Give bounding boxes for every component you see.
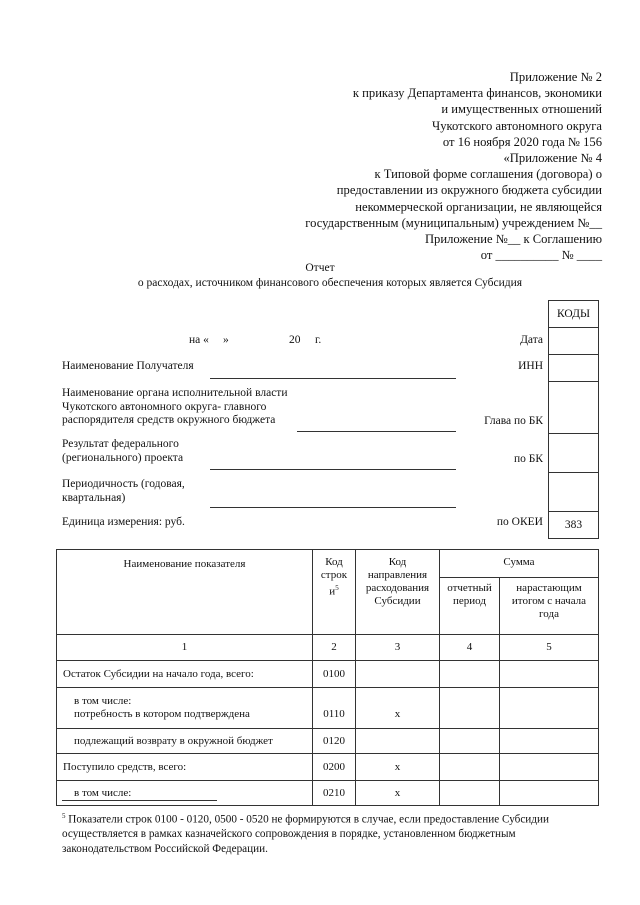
- header-line: от __________ № ____: [480, 248, 602, 263]
- periodicity-field[interactable]: [210, 507, 456, 508]
- row-cumulative-value[interactable]: [500, 781, 599, 806]
- table-row: [57, 754, 599, 781]
- header-cumulative: нарастающим итогом с начала года: [500, 578, 599, 635]
- code-okei-cell: 383: [549, 512, 599, 539]
- project-label: Результат федерального (регионального) проекта: [62, 438, 184, 464]
- row-period-value[interactable]: [440, 729, 500, 754]
- authority-label: Наименование органа исполнительной власти Чукотского автономного округа- главного распорядителя средств окружного бюджета: [62, 387, 288, 426]
- appendix-header: [305, 69, 602, 263]
- date-year: 20: [289, 334, 301, 346]
- row-direction: х: [356, 688, 440, 729]
- row-code: 0100: [313, 661, 356, 688]
- col-num: 4: [440, 635, 500, 661]
- row-cumulative-value[interactable]: [500, 754, 599, 781]
- header-line: от 16 ноября 2020 года № 156: [442, 134, 602, 149]
- footnote-mark: 5: [62, 812, 66, 820]
- header-line: и имущественных отношений: [441, 102, 602, 117]
- periodicity-label: Периодичность (годовая, квартальная): [62, 478, 185, 504]
- col-num: 3: [356, 635, 440, 661]
- report-subtitle: о расходах, источником финансового обеспечения которых является Субсидия: [137, 277, 523, 289]
- date-prefix: на «: [189, 334, 209, 346]
- row-period-value[interactable]: [440, 661, 500, 688]
- row-period-value[interactable]: [440, 781, 500, 806]
- recipient-label: Наименование Получателя: [62, 360, 194, 372]
- header-code: Код строк $и^5$: [313, 550, 356, 635]
- table-row: [57, 781, 599, 806]
- table-row: [57, 688, 599, 729]
- header-name: Наименование показателя: [57, 550, 313, 635]
- header-line: Чукотского автономного округа: [432, 118, 602, 133]
- header-line: Приложение №__ к Соглашению: [424, 232, 602, 247]
- header-sum: Сумма: [440, 550, 599, 578]
- recipient-field[interactable]: [210, 378, 456, 379]
- row-name: в том числе:: [57, 781, 313, 806]
- col-num: 1: [57, 635, 313, 661]
- table-row: [57, 729, 599, 754]
- row-cumulative-value[interactable]: [500, 688, 599, 729]
- header-line: «Приложение № 4: [503, 151, 602, 166]
- row-code: 0120: [313, 729, 356, 754]
- header-line: Приложение № 2: [509, 70, 602, 84]
- header-period: отчетный период: [440, 578, 500, 635]
- row-code: 0210: [313, 781, 356, 806]
- expense-table: [56, 549, 599, 806]
- col-num: 5: [500, 635, 599, 661]
- header-line: государственным (муниципальным) учреждением №__: [305, 215, 602, 230]
- unit-label: Единица измерения: руб.: [62, 516, 185, 528]
- date-mid: »: [223, 334, 229, 346]
- row-direction: [356, 661, 440, 688]
- footnote: $^5$ Показатели строк 0100 - 0120, 0500 - 0520 не формируются в случае, если предоставление Субсидии осуществляется в рамках казначейского сопровождения в порядке, установленном бюджетным законодательством Российской Федерации.: [62, 812, 549, 855]
- code-period-cell: [549, 473, 599, 512]
- code-bk-cell: [549, 434, 599, 473]
- table-row: [57, 661, 599, 688]
- code-glava-cell: [549, 382, 599, 434]
- row-name: Поступило средств, всего:: [57, 754, 313, 781]
- row-code: 0200: [313, 754, 356, 781]
- header-line: предоставлении из окружного бюджета субсидии: [336, 183, 602, 198]
- row-period-value[interactable]: [440, 688, 500, 729]
- row-direction: х: [356, 754, 440, 781]
- row-code: 0110: [313, 688, 356, 729]
- row-name: Остаток Субсидии на начало года, всего:: [57, 661, 313, 688]
- code-date-cell: [549, 328, 599, 355]
- header-line: к Типовой форме соглашения (договора) о: [374, 167, 602, 182]
- row-direction: [356, 729, 440, 754]
- inn-label: ИНН: [518, 360, 543, 372]
- header-line: к приказу Департамента финансов, экономики: [352, 86, 602, 101]
- project-field[interactable]: [210, 469, 456, 470]
- row-cumulative-value[interactable]: [500, 661, 599, 688]
- glava-label: Глава по БК: [484, 415, 543, 427]
- row-cumulative-value[interactable]: [500, 729, 599, 754]
- row-name: подлежащий возврату в окружной бюджет: [57, 729, 313, 754]
- col-num: 2: [313, 635, 356, 661]
- header-line: некоммерческой организации, не являющейся: [355, 199, 602, 214]
- date-suffix: г.: [315, 334, 322, 346]
- row-name: в том числе: потребность в котором подтверждена: [57, 688, 313, 729]
- report-title: Отчет: [305, 262, 335, 274]
- codes-column: [548, 300, 599, 539]
- row-direction: х: [356, 781, 440, 806]
- authority-field[interactable]: [297, 431, 456, 432]
- bk-label: по БК: [513, 453, 543, 465]
- codes-header: КОДЫ: [549, 301, 599, 328]
- header-direction: Код направления расходования Субсидии: [356, 550, 440, 635]
- okei-label: по ОКЕИ: [496, 516, 543, 528]
- code-inn-cell: [549, 355, 599, 382]
- row-period-value[interactable]: [440, 754, 500, 781]
- footnote-separator: [62, 800, 217, 801]
- date-label: Дата: [520, 334, 543, 346]
